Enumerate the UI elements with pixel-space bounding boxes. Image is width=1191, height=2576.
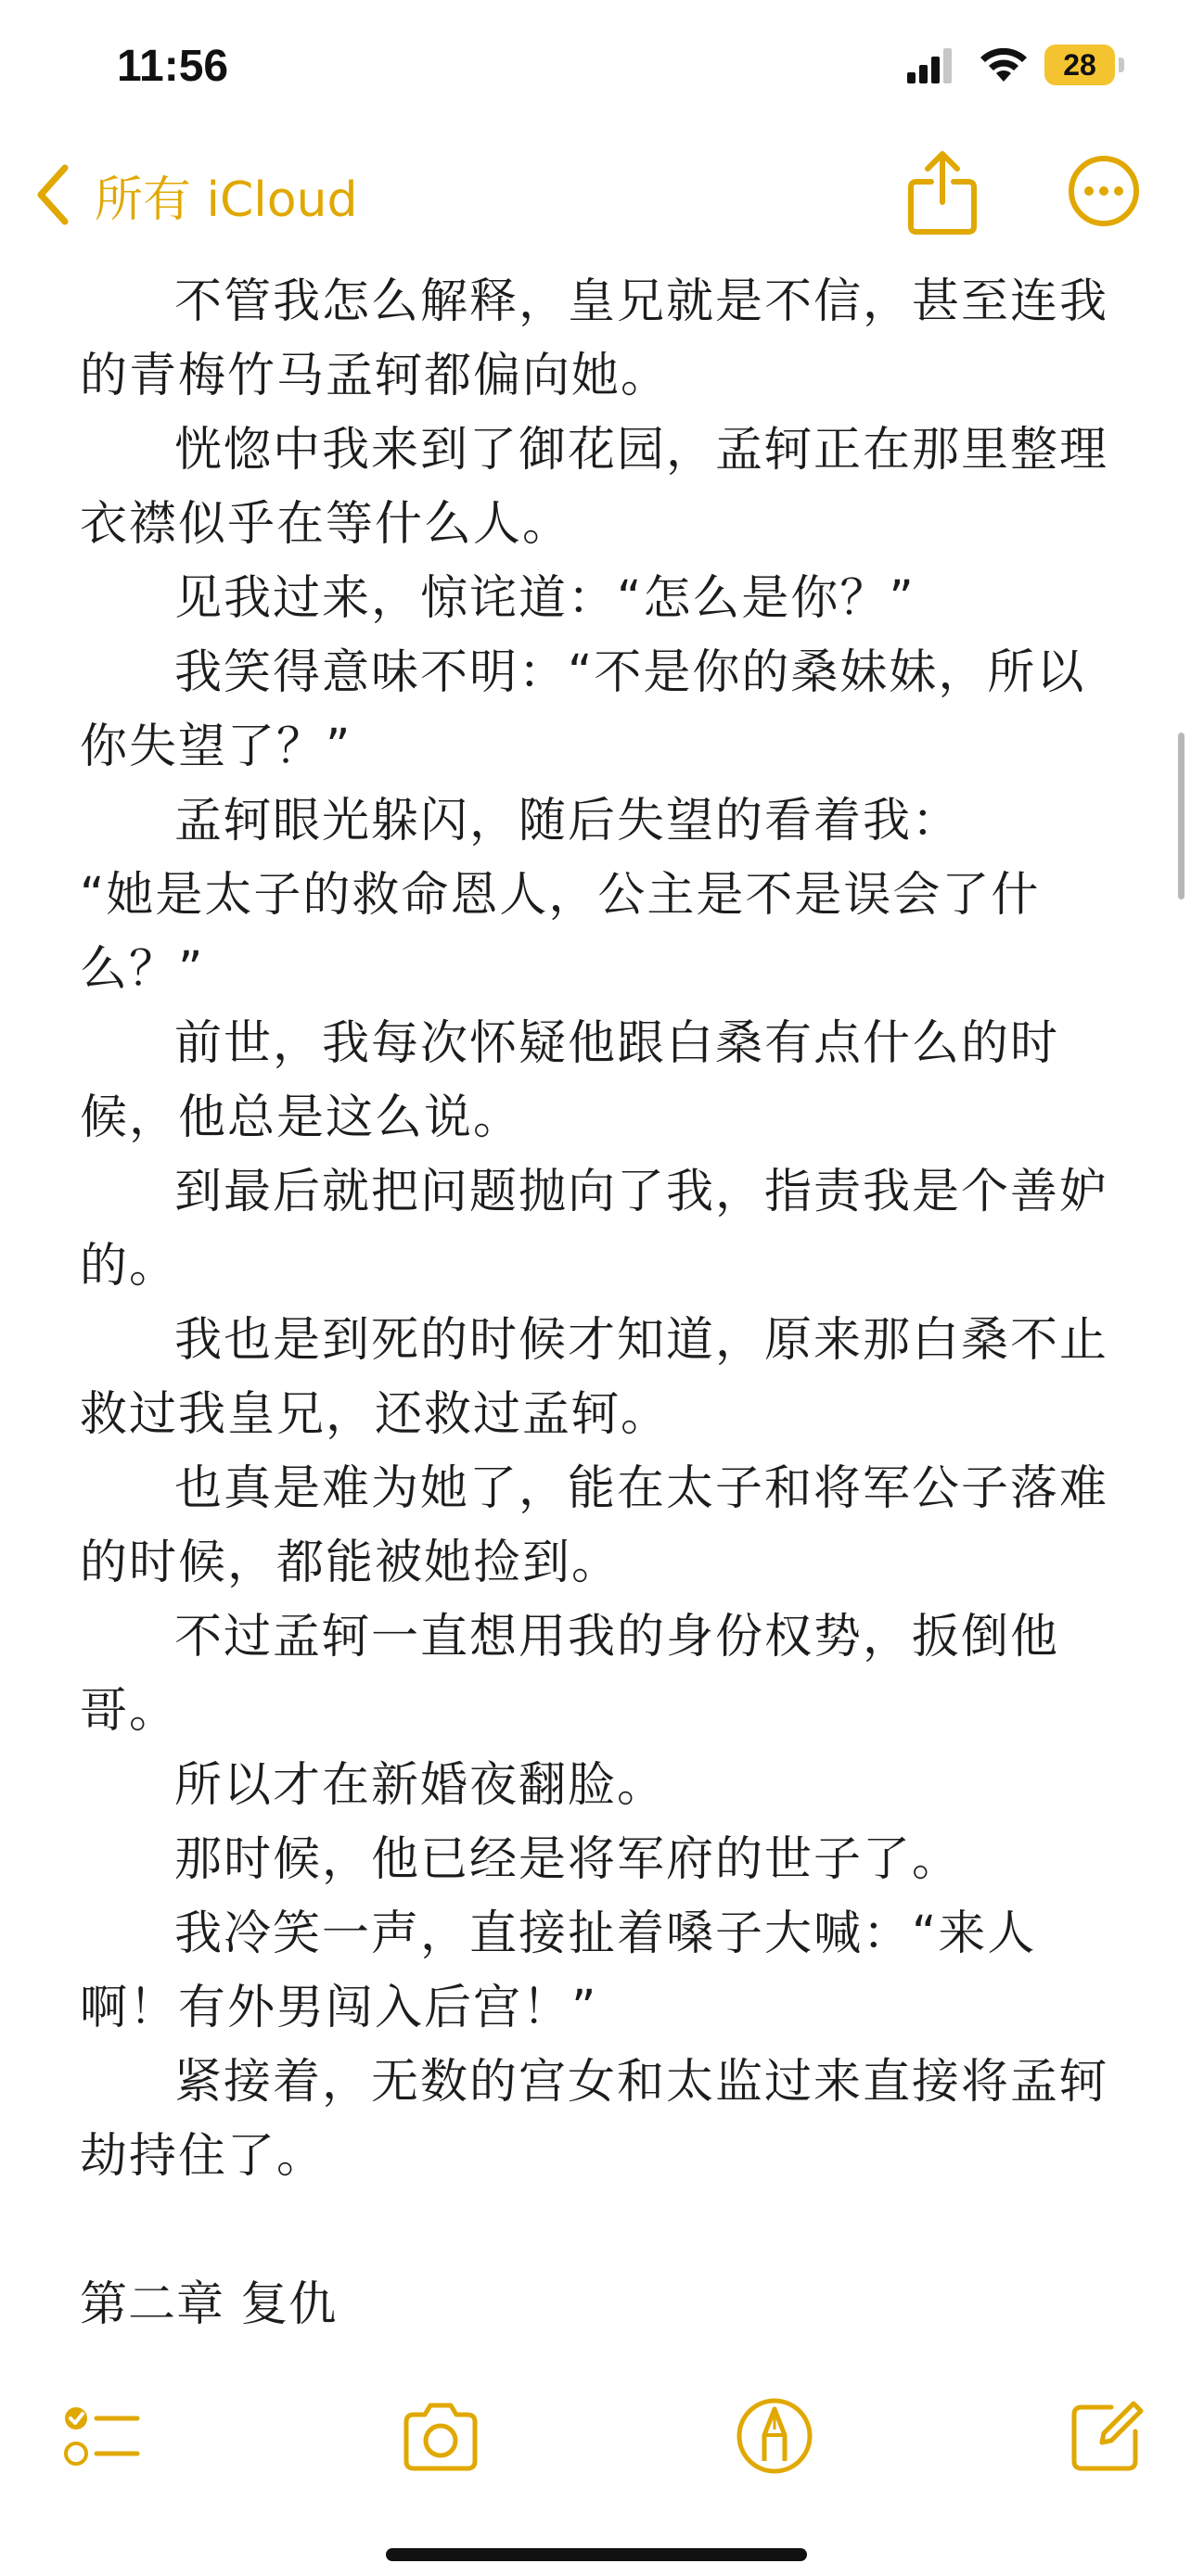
note-paragraph: “她是太子的救命恩人，公主是不是误会了什么？” (80, 868, 1041, 997)
compose-icon[interactable] (1065, 2394, 1148, 2478)
note-paragraph: 孟轲眼光躲闪，随后失望的看着我： (174, 794, 962, 848)
note-paragraph: 那时候，他已经是将军府的世子了。 (174, 1832, 962, 1887)
note-paragraph: 前世，我每次怀疑他跟白桑有点什么的时候，他总是这么说。 (80, 1016, 1060, 1145)
note-paragraph: 我笑得意味不明：“不是你的桑妹妹，所以你失望了？” (80, 645, 1086, 774)
blank-line (80, 2194, 1119, 2268)
back-button[interactable] (33, 158, 358, 232)
note-paragraph: 我也是到死的时候才知道，原来那白桑不止救过我皇兄，还救过孟轲。 (80, 1313, 1109, 1442)
status-time: 11:56 (117, 42, 229, 91)
note-body[interactable] (80, 265, 1119, 2342)
note-paragraph: 见我过来，惊诧道：“怎么是你？” (174, 571, 916, 626)
checklist-icon[interactable] (59, 2394, 143, 2478)
scroll-indicator[interactable] (1178, 733, 1185, 899)
note-paragraph: 紧接着，无数的宫女和太监过来直接将孟轲劫持住了。 (80, 2055, 1109, 2184)
note-paragraph: 也真是难为她了，能在太子和将军公子落难的时候，都能被她捡到。 (80, 1461, 1109, 1590)
note-paragraph: 不管我怎么解释，皇兄就是不信，甚至连我的青梅竹马孟轲都偏向她。 (80, 274, 1109, 403)
battery-level: 28 (1044, 45, 1115, 85)
wifi-icon (978, 45, 1030, 83)
camera-icon[interactable] (399, 2394, 482, 2478)
note-paragraph: 恍惚中我来到了御花园，孟轲正在那里整理衣襟似乎在等什么人。 (80, 423, 1109, 552)
cellular-signal-icon (907, 46, 954, 83)
chapter-heading: 第二章 复仇 (80, 2277, 338, 2332)
home-indicator[interactable] (386, 2548, 807, 2561)
battery-cap (1119, 57, 1124, 72)
chevron-left-icon (33, 162, 74, 227)
back-button-label: 所有 iCloud (95, 172, 358, 228)
bottom-toolbar (0, 2374, 1191, 2485)
note-paragraph: 我冷笑一声，直接扯着嗓子大喊：“来人啊！有外男闯入后宫！” (80, 1906, 1037, 2035)
note-paragraph: 所以才在新婚夜翻脸。 (174, 1758, 667, 1813)
nav-bar (0, 139, 1191, 250)
battery-icon (1044, 45, 1126, 85)
note-paragraph: 到最后就把问题抛向了我，指责我是个善妒的。 (80, 1165, 1109, 1294)
markup-pen-icon[interactable] (733, 2394, 816, 2478)
more-icon[interactable] (1067, 154, 1141, 228)
note-paragraph: 不过孟轲一直想用我的身份权势，扳倒他哥。 (80, 1610, 1060, 1739)
status-bar (0, 0, 1191, 130)
share-icon[interactable] (905, 148, 980, 237)
